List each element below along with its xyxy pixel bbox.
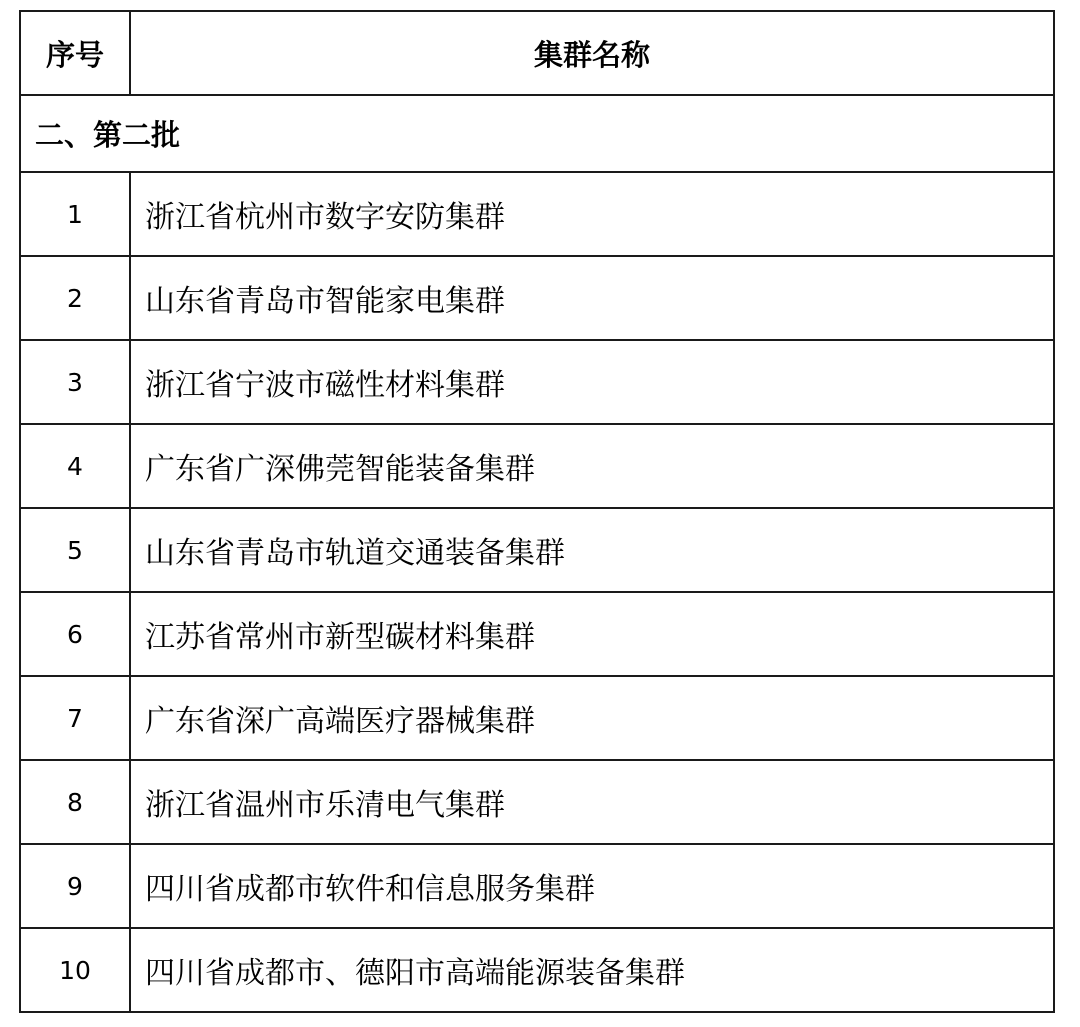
table-row xyxy=(21,173,1055,257)
table-row xyxy=(21,425,1055,509)
table-row xyxy=(21,677,1055,761)
section-label: 二、第二批 xyxy=(35,118,181,152)
header-name: 集群名称 xyxy=(533,37,650,72)
table-row xyxy=(21,845,1055,929)
section-row xyxy=(21,96,1055,173)
row-name: 江苏省常州市新型碳材料集群 xyxy=(145,620,535,655)
row-name: 浙江省杭州市数字安防集群 xyxy=(145,200,505,235)
row-index: 10 xyxy=(21,929,131,1011)
table-row xyxy=(21,761,1055,845)
row-name: 广东省深广高端医疗器械集群 xyxy=(145,704,535,739)
row-name: 山东省青岛市轨道交通装备集群 xyxy=(145,536,565,571)
row-index: 6 xyxy=(21,593,131,675)
row-index: 4 xyxy=(21,425,131,507)
row-index: 1 xyxy=(21,173,131,255)
row-name: 四川省成都市软件和信息服务集群 xyxy=(145,872,595,907)
table-row xyxy=(21,929,1055,1013)
table-row xyxy=(21,509,1055,593)
cluster-table xyxy=(19,10,1055,1013)
header-index: 序号 xyxy=(21,12,131,94)
row-name: 浙江省宁波市磁性材料集群 xyxy=(145,368,505,403)
row-name: 四川省成都市、德阳市高端能源装备集群 xyxy=(145,956,685,991)
row-index: 5 xyxy=(21,509,131,591)
row-index: 3 xyxy=(21,341,131,423)
table-row xyxy=(21,257,1055,341)
row-index: 8 xyxy=(21,761,131,843)
row-name: 山东省青岛市智能家电集群 xyxy=(145,284,505,319)
table-row xyxy=(21,593,1055,677)
table-header-row xyxy=(21,12,1055,96)
row-name: 广东省广深佛莞智能装备集群 xyxy=(145,452,535,487)
row-index: 7 xyxy=(21,677,131,759)
table-row xyxy=(21,341,1055,425)
row-name: 浙江省温州市乐清电气集群 xyxy=(145,788,505,823)
row-index: 9 xyxy=(21,845,131,927)
row-index: 2 xyxy=(21,257,131,339)
